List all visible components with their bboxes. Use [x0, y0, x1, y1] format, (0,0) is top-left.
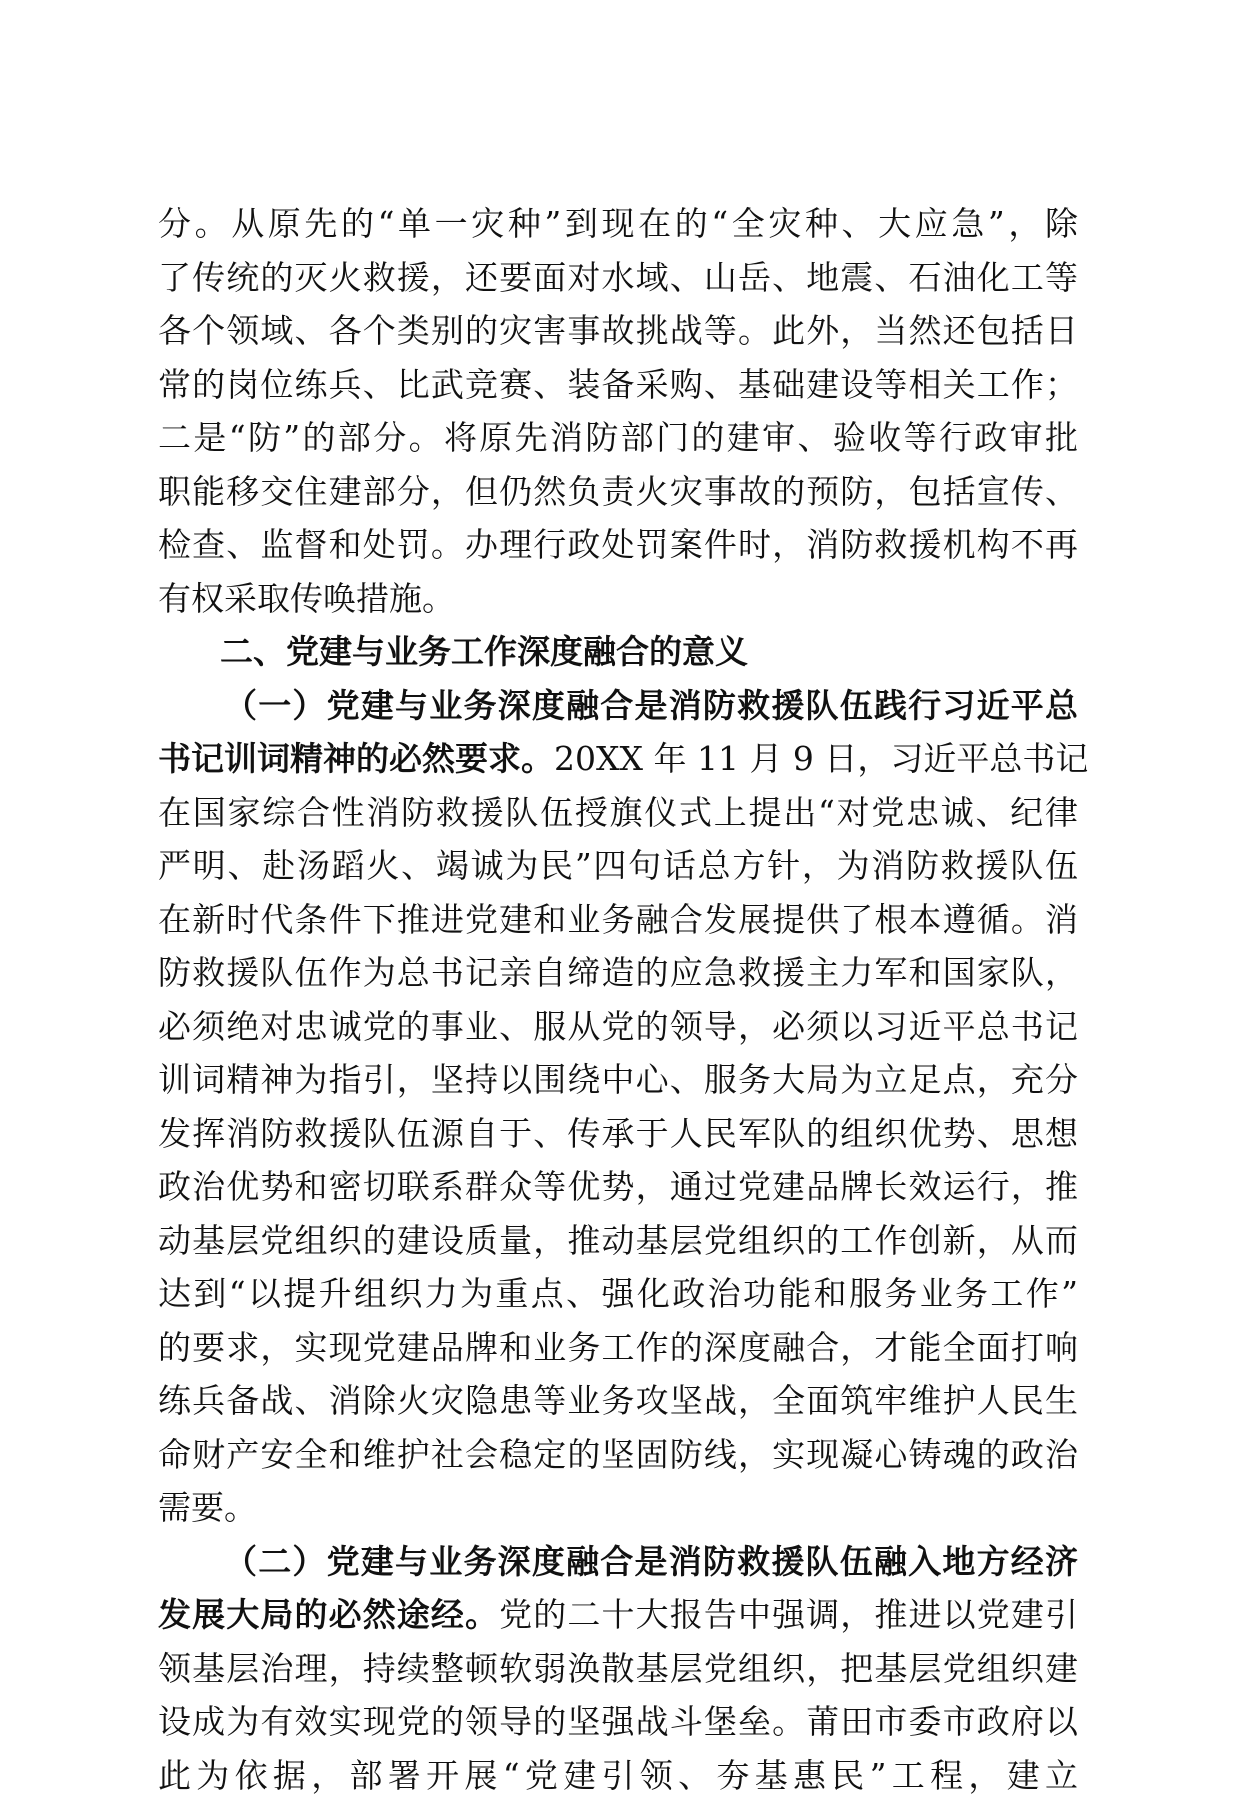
- body-line: 防救援队伍作为总书记亲自缔造的应急救援主力军和国家队，: [158, 946, 1078, 1000]
- body-text: 党的二十大报告中强调，推进以党建引: [499, 1595, 1078, 1634]
- document-body: [158, 197, 1078, 1802]
- subsection-title-cont: 发展大局的必然途经。: [158, 1595, 499, 1634]
- body-line: [158, 732, 1078, 786]
- body-line: 在新时代条件下推进党建和业务融合发展提供了根本遵循。消: [158, 893, 1078, 947]
- body-line: 需要。: [158, 1481, 1078, 1535]
- body-text: 20XX 年 11 月 9 日，习近平总书记: [554, 739, 1088, 778]
- body-line: 训词精神为指引，坚持以围绕中心、服务大局为立足点，充分: [158, 1053, 1078, 1107]
- body-line: 职能移交住建部分，但仍然负责火灾事故的预防，包括宣传、: [158, 465, 1078, 519]
- body-line: 动基层党组织的建设质量，推动基层党组织的工作创新，从而: [158, 1214, 1078, 1268]
- body-line: 练兵备战、消除火灾隐患等业务攻坚战，全面筑牢维护人民生: [158, 1374, 1078, 1428]
- body-line: 必须绝对忠诚党的事业、服从党的领导，必须以习近平总书记: [158, 1000, 1078, 1054]
- body-line: [158, 1588, 1078, 1642]
- body-line: 检查、监督和处罚。办理行政处罚案件时，消防救援机构不再: [158, 518, 1078, 572]
- body-line: 此为依据，部署开展“党建引领、夯基惠民”工程，建立: [158, 1749, 1078, 1802]
- section-heading: 二、党建与业务工作深度融合的意义: [158, 625, 1078, 679]
- body-line: 领基层治理，持续整顿软弱涣散基层党组织，把基层党组织建: [158, 1642, 1078, 1696]
- body-line: 有权采取传唤措施。: [158, 572, 1078, 626]
- body-line: 严明、赴汤蹈火、竭诚为民”四句话总方针，为消防救援队伍: [158, 839, 1078, 893]
- body-line: 各个领域、各个类别的灾害事故挑战等。此外，当然还包括日: [158, 304, 1078, 358]
- subsection-title: （二）党建与业务深度融合是消防救援队伍融入地方经济: [158, 1535, 1078, 1589]
- body-line: 达到“以提升组织力为重点、强化政治功能和服务业务工作”: [158, 1267, 1078, 1321]
- body-line: 的要求，实现党建品牌和业务工作的深度融合，才能全面打响: [158, 1321, 1078, 1375]
- body-line: 了传统的灭火救援，还要面对水域、山岳、地震、石油化工等: [158, 251, 1078, 305]
- body-line: 二是“防”的部分。将原先消防部门的建审、验收等行政审批: [158, 411, 1078, 465]
- subsection-title-cont: 书记训词精神的必然要求。: [158, 739, 554, 778]
- body-line: 常的岗位练兵、比武竞赛、装备采购、基础建设等相关工作；: [158, 358, 1078, 412]
- body-line: 政治优势和密切联系群众等优势，通过党建品牌长效运行，推: [158, 1160, 1078, 1214]
- subsection-title: （一）党建与业务深度融合是消防救援队伍践行习近平总: [158, 679, 1078, 733]
- body-line: 在国家综合性消防救援队伍授旗仪式上提出“对党忠诚、纪律: [158, 786, 1078, 840]
- body-line: 命财产安全和维护社会稳定的坚固防线，实现凝心铸魂的政治: [158, 1428, 1078, 1482]
- body-line: 发挥消防救援队伍源自于、传承于人民军队的组织优势、思想: [158, 1107, 1078, 1161]
- body-line: 设成为有效实现党的领导的坚强战斗堡垒。莆田市委市政府以: [158, 1695, 1078, 1749]
- body-line: 分。从原先的“单一灾种”到现在的“全灾种、大应急”，除: [158, 197, 1078, 251]
